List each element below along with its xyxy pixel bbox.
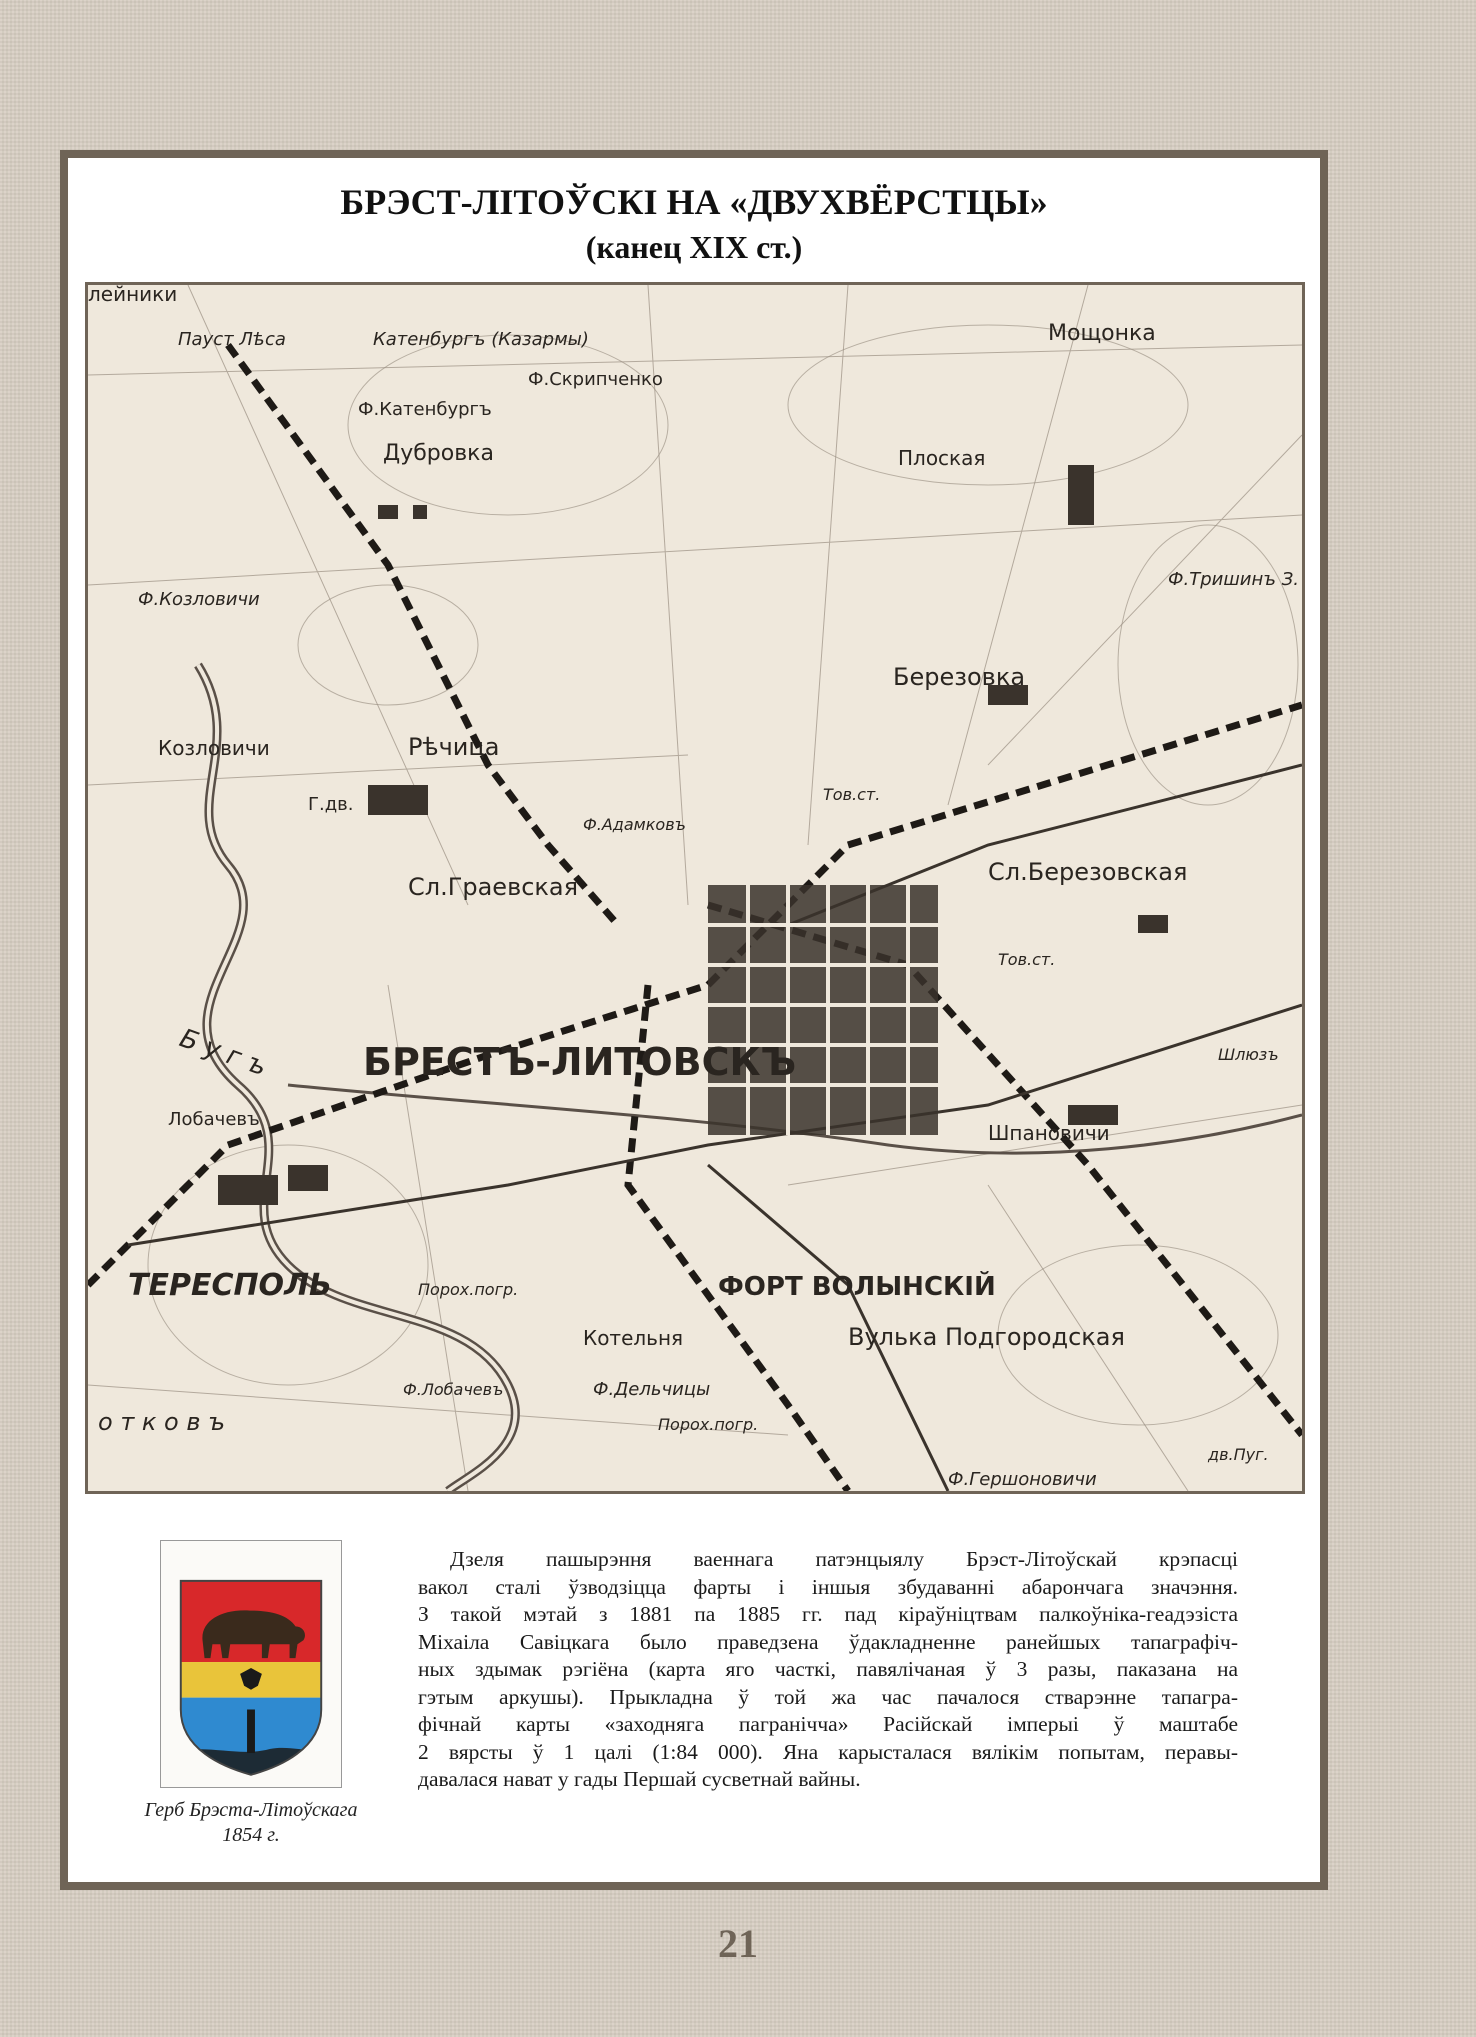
body-line: 2 вярсты ў 1 цалі (1:84 000). Яна карысталася вялікім попытам, перавы- — [418, 1739, 1238, 1764]
body-line: гэтым аркушы). Прыкладна ў той жа час пачалося стварэнне тапагра- — [418, 1684, 1238, 1709]
map-label-f-lobachev: Ф.Лобачевъ — [403, 1380, 504, 1399]
map-label-ploskaya: Плоская — [898, 446, 986, 470]
map-label-skripchenko: Ф.Скрипченко — [528, 369, 663, 390]
map-label-tov-st: Тов.ст. — [823, 785, 881, 804]
map-label-shlyuz: Шлюзъ — [1218, 1045, 1279, 1064]
coat-of-arms-caption: Герб Брэста-Літоўскага 1854 г. — [144, 1799, 358, 1846]
map-label-katenburg: Ф.Катенбургъ — [358, 399, 492, 420]
map-label-f-delchitsy: Ф.Дельчицы — [593, 1379, 711, 1400]
map-label-pustoy: Пауст Лѣса — [178, 329, 286, 350]
map-label-gershonovichi: Ф.Гершоновичи — [948, 1469, 1097, 1490]
map-label-mostchonka: Мощонка — [1048, 321, 1156, 346]
map-label-leyniki: лейники — [88, 285, 178, 306]
map-label-sl-graevskaya: Сл.Граевская — [408, 873, 579, 901]
coat-of-arms-drawing — [161, 1541, 341, 1787]
map-label-dubrovka: Дубровка — [383, 441, 494, 466]
map-label-otkovo: о т к о в ъ — [98, 1408, 226, 1436]
map-label-shpanovichi: Шпановичи — [988, 1121, 1110, 1145]
map-label-vulka: Вулька Подгородская — [848, 1323, 1125, 1351]
page-number: 21 — [718, 1921, 758, 1966]
map-label-brest: БРЕСТЪ-ЛИТОВСКЪ — [363, 1040, 797, 1084]
map-label-tov-st-2: Тов.ст. — [998, 950, 1056, 969]
map-label-f-kozlovichi: Ф.Козловичи — [138, 589, 260, 610]
map-label-rechitsa: Рѣчица — [408, 733, 500, 761]
map-label-adamkov: Ф.Адамковъ — [583, 815, 686, 834]
map-label-lobachev: Лобачевъ — [168, 1109, 260, 1130]
map-label-porokh-pogr-2: Порох.погр. — [658, 1415, 759, 1434]
map-label-kotelnya: Котельня — [583, 1326, 684, 1350]
historical-map — [85, 282, 1305, 1494]
map-drawing — [88, 285, 1302, 1491]
body-line: фічнай карты «заходняга пагранічча» Расійскай імперыі ў маштабе — [418, 1712, 1238, 1736]
body-line: Міхаіла Савіцкага было праведзена ўдакладненне ранейшых тапаграфіч- — [418, 1629, 1238, 1654]
map-label-trishin: Ф.Тришинъ З. — [1168, 569, 1299, 590]
map-label-terespol: ТЕРЕСПОЛЬ — [128, 1268, 332, 1303]
coat-of-arms — [160, 1540, 342, 1788]
body-line: З такой мэтай з 1881 па 1885 гг. пад кіраўніцтвам палкоўніка-геадэзіста — [418, 1602, 1238, 1626]
map-label-dv-pug: дв.Пуг. — [1208, 1445, 1269, 1464]
map-label-fort-volynsky: ФОРТ ВОЛЫНСКІЙ — [718, 1272, 996, 1302]
map-label-kozlovichi: Козловичи — [158, 736, 270, 760]
page-title: БРЭСТ-ЛІТОЎСКІ НА «ДВУХВЁРСТЦЫ» — [340, 182, 1048, 222]
map-label-porokh-pogr: Порох.погр. — [418, 1280, 519, 1299]
body-line: Дзеля пашырэння ваеннага патэнцыялу Брэст-Літоўскай крэпасці — [450, 1547, 1238, 1571]
body-paragraph — [418, 1546, 1238, 1794]
page-frame — [60, 150, 1328, 1890]
map-label-katenburg-kazarmy: Катенбургъ (Казармы) — [373, 329, 589, 350]
body-line: вакол сталі ўзводзіцца фарты і іншыя збудаванні абарончага значэння. — [418, 1574, 1238, 1599]
body-line: давалася нават у гады Першай сусветнай вайны. — [418, 1767, 861, 1791]
page-subtitle: (канец XIX ст.) — [585, 229, 803, 265]
map-label-sl-berezovskaya: Сл.Березовская — [988, 858, 1188, 886]
map-label-bug: Б у г ъ — [175, 1023, 271, 1083]
map-label-berezovka: Березовка — [893, 663, 1026, 691]
map-label-g-dv: Г.дв. — [308, 794, 354, 815]
body-line: ных здымак рэгіёна (карта яго часткі, павялічаная ў 3 разы, паказана на — [418, 1657, 1238, 1681]
